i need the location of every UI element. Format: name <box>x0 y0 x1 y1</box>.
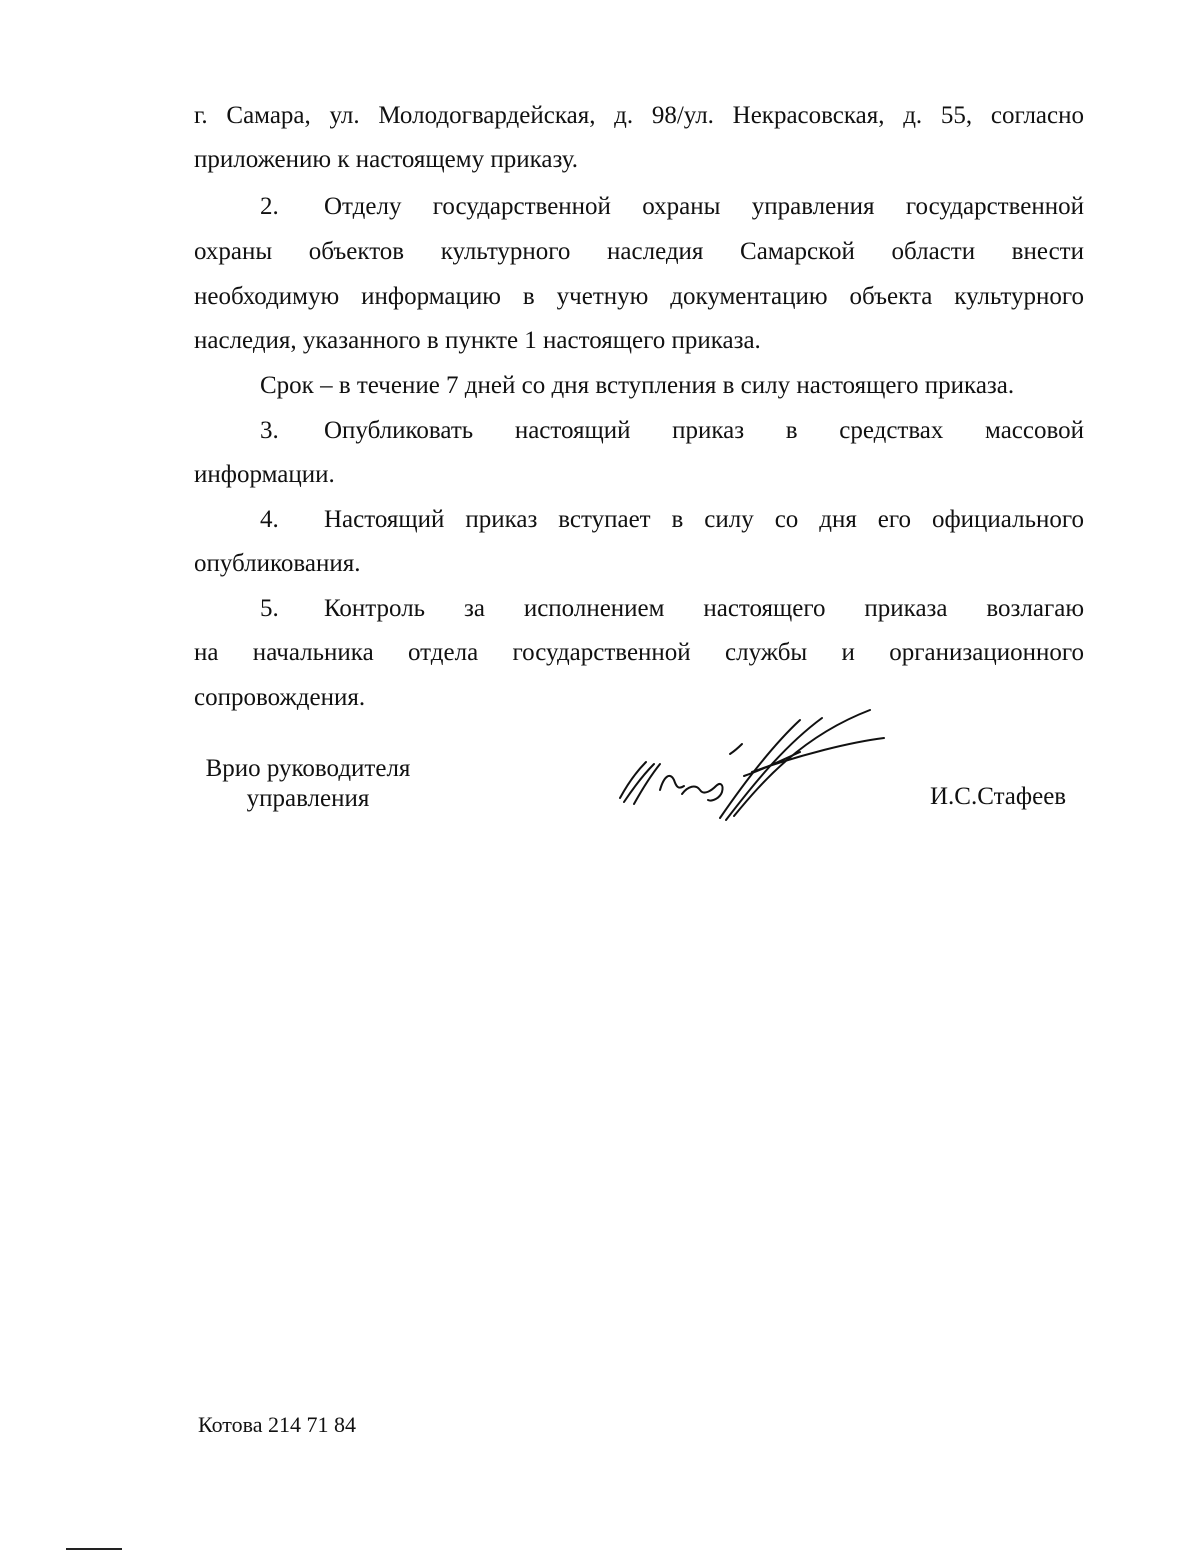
paragraph-4-text: Настоящий приказ вступает в силу со дня его официального <box>324 506 1084 533</box>
paragraph-2-text: Отделу государственной охраны управления государственной <box>324 193 1084 220</box>
signer-position-line-1: Врио руководителя <box>205 755 411 782</box>
paragraph-4-line-2: опубликования. <box>194 550 361 577</box>
signer-name: И.С.Стафеев <box>930 783 1067 810</box>
handwritten-signature <box>612 706 892 826</box>
paragraph-5-text: Контроль за исполнением настоящего приказа возлагаю <box>324 595 1084 622</box>
signer-position-line-2: управления <box>246 785 370 812</box>
paragraph-5-line-2: на начальника отдела государственной службы и организационного <box>194 639 1084 666</box>
paragraph-5-line-3: сопровождения. <box>194 684 366 711</box>
footer-divider <box>66 1548 122 1550</box>
item-number-2: 2. <box>260 193 279 220</box>
paragraph-5-line-1 <box>260 594 1084 624</box>
paragraph-3-text: Опубликовать настоящий приказ в средствах массовой <box>324 417 1084 444</box>
signer-position <box>204 754 412 814</box>
item-number-5: 5. <box>260 595 279 622</box>
paragraph-2-line-1 <box>260 192 1084 222</box>
paragraph-4-line-1 <box>260 505 1084 535</box>
paragraph-2-line-2: охраны объектов культурного наследия Самарской области внести <box>194 238 1084 265</box>
paragraph-1-line-1: г. Самара, ул. Молодогвардейская, д. 98/ул. Некрасовская, д. 55, согласно <box>194 102 1084 129</box>
paragraph-2-line-3: необходимую информацию в учетную документацию объекта культурного <box>194 283 1084 310</box>
paragraph-2-line-4: наследия, указанного в пункте 1 настоящего приказа. <box>194 327 761 354</box>
deadline-line: Срок – в течение 7 дней со дня вступления в силу настоящего приказа. <box>260 372 1015 399</box>
item-number-3: 3. <box>260 417 279 444</box>
executor-contact: Котова 214 71 84 <box>198 1412 356 1437</box>
paragraph-3-line-1 <box>260 416 1084 446</box>
item-number-4: 4. <box>260 506 279 533</box>
paragraph-1-line-2: приложению к настоящему приказу. <box>194 146 579 173</box>
paragraph-3-line-2: информации. <box>194 461 335 488</box>
